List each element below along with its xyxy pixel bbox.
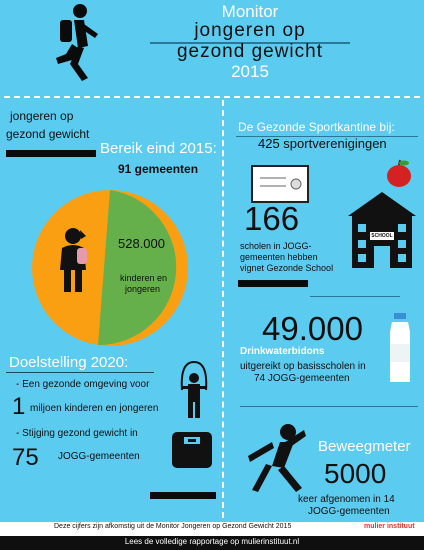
water-rule	[240, 406, 418, 407]
canteen-value: 425 sportverenigingen	[258, 136, 387, 151]
jump-rope-icon	[176, 360, 212, 420]
goal-item-2b: JOGG-gemeenten	[58, 451, 140, 462]
schools-text-1: scholen in JOGG-	[240, 241, 312, 251]
schools-text-2: gemeenten hebben	[240, 252, 318, 262]
water-bottle-icon	[386, 312, 414, 384]
water-text-1: uitgereikt op basisscholen in	[240, 361, 366, 372]
move-text-1: keer afgenomen in 14	[298, 494, 395, 505]
goal-item-1b: miljoen kinderen en jongeren	[30, 403, 159, 414]
move-text-2: JOGG-gemeenten	[308, 506, 390, 517]
school-building-icon	[346, 190, 418, 270]
water-title: Drinkwaterbidons	[240, 346, 325, 357]
left-bottom-bar	[150, 492, 216, 499]
exercise-figure-icon	[244, 422, 312, 494]
school-sign: SCHOOL	[371, 233, 393, 239]
goal-item-1: - Een gezonde omgeving voor	[16, 379, 150, 390]
goal-big-1: 1	[12, 393, 26, 420]
certificate-icon	[250, 164, 310, 204]
footer-source: Deze cijfers zijn afkomstig uit de Monitor Jongeren op Gezond Gewicht 2015	[54, 523, 292, 530]
apple-icon	[385, 158, 413, 188]
water-value: 49.000	[262, 310, 363, 347]
header-subtitle-2: gezond gewicht	[176, 41, 324, 62]
reach-title: Bereik eind 2015:	[100, 140, 217, 157]
scale-icon	[170, 430, 214, 470]
canteen-title: De Gezonde Sportkantine bij:	[238, 120, 395, 134]
right-mid-bar	[238, 280, 308, 287]
move-value: 5000	[324, 458, 387, 489]
goal-title: Doelstelling 2020:	[9, 354, 129, 371]
goal-item-2: - Stijging gezond gewicht in	[16, 428, 138, 439]
goal-big-2: 75	[12, 444, 39, 471]
pie-label-line2: jongeren	[125, 284, 161, 294]
top-dashed-divider	[4, 96, 420, 98]
footer-brand[interactable]: mulier instituut	[364, 523, 415, 530]
canteen-title-rule	[236, 136, 418, 137]
header-title: Monitor	[221, 2, 279, 21]
footer-link[interactable]: Lees de volledige rapportage op mulierinstituut.nl	[124, 537, 300, 546]
footer-link-band	[0, 536, 424, 550]
water-text-2: 74 JOGG-gemeenten	[254, 373, 350, 384]
pie-value: 528.000	[118, 236, 165, 251]
pie-label-line1: kinderen en	[120, 273, 168, 283]
header-year: 2015	[231, 62, 269, 81]
schools-text-3: vignet Gezonde School	[240, 263, 334, 273]
left-title-line2: gezond gewicht	[6, 127, 90, 141]
center-dashed-divider	[222, 100, 226, 518]
left-title-bar	[6, 150, 96, 157]
schools-value: 166	[244, 200, 300, 237]
reach-value: 91 gemeenten	[118, 162, 199, 176]
footer-source-band	[0, 522, 424, 536]
right-mid-rule	[310, 296, 400, 297]
goal-title-rule	[6, 372, 154, 373]
left-title-line1: jongeren op	[10, 109, 74, 123]
child-icon	[54, 226, 92, 296]
header-subtitle-1: jongeren op	[194, 20, 306, 41]
move-title: Beweegmeter	[318, 438, 411, 455]
runner-icon	[48, 2, 104, 82]
